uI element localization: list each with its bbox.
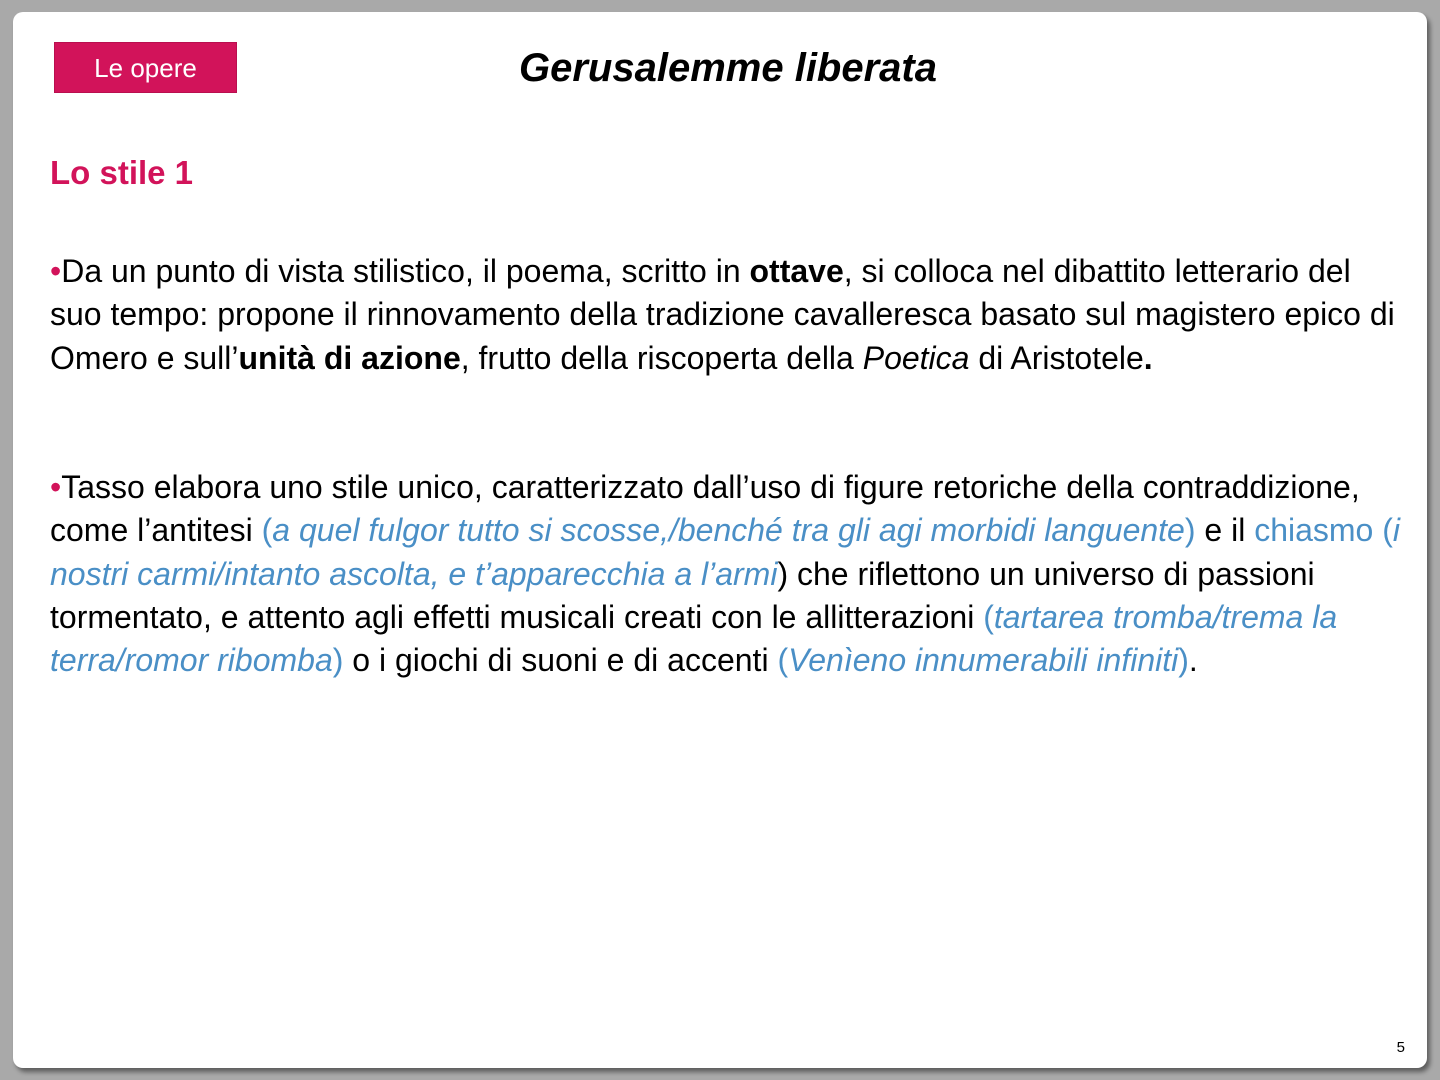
bold-term: unità di azione [238, 339, 461, 376]
period: . [1143, 339, 1153, 376]
bullet-paragraph-2 [50, 466, 1410, 682]
quote-paren: ) [1178, 642, 1189, 679]
italic-title: Poetica [862, 339, 970, 376]
page-number: 5 [1396, 1039, 1405, 1056]
chiasmo-term: chiasmo ( [1254, 512, 1393, 549]
text-run: ) che riflettono un universo di passioni tormentato, e attento agli effetti musicali creati con le allitterazioni [50, 555, 1315, 635]
period: . [1188, 642, 1198, 679]
bold-term: ottave [749, 253, 844, 289]
text-run: , si colloca nel dibattito letterario del suo tempo: propone il rinnovamento della tradizione cavalleresca basato sul magistero epico di Omero e sull’ [50, 253, 1395, 376]
slide [13, 12, 1427, 1068]
section-heading: Lo stile 1 [50, 154, 194, 191]
bullet-icon: • [50, 253, 62, 289]
text-run: Tasso elabora uno stile unico, caratterizzato dall’uso di figure retoriche della contraddizione, come l’antitesi [50, 469, 1360, 549]
quote-paren: ) [1184, 512, 1196, 549]
quote-paren: ( [777, 642, 789, 679]
text-run: e il [1195, 512, 1255, 549]
bullet-paragraph-1 [50, 250, 1410, 380]
bullet-icon: • [50, 469, 62, 505]
quote-paren: ) [332, 642, 344, 679]
quote-example-allitterazioni: tartarea tromba/trema la terra/romor ribomba [50, 598, 1338, 679]
text-run: o i giochi di suoni e di accenti [343, 642, 778, 679]
section-badge: Le opere [54, 42, 237, 93]
quote-example-antitesi: a quel fulgor tutto si scosse,/benché tra gli agi morbidi languente [272, 512, 1185, 549]
quote-example-chiasmo: i nostri carmi/intanto ascolta, e t’apparecchia a l’armi [50, 512, 1400, 592]
text-run: di Aristotele [969, 339, 1144, 376]
slide-title: Gerusalemme liberata [519, 46, 937, 90]
text-run: Da un punto di vista stilistico, il poema, scritto in [61, 253, 750, 289]
text-run: , frutto della riscoperta della [460, 339, 863, 376]
quote-paren: ( [983, 598, 994, 635]
quote-example-accenti: Venìeno innumerabili infiniti [788, 642, 1179, 679]
quote-paren: ( [261, 512, 273, 549]
